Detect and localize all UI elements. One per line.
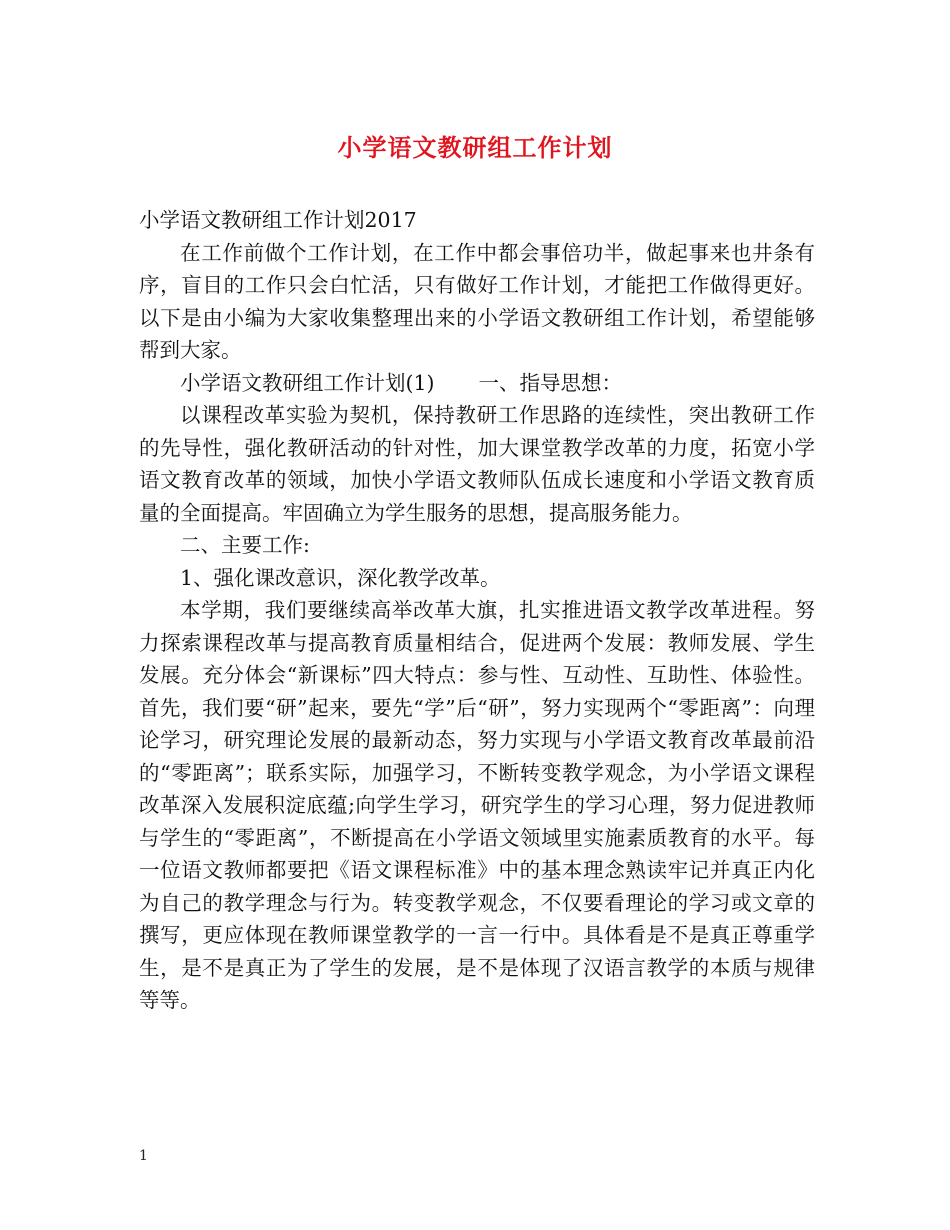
section1-heading: 一、指导思想： — [478, 370, 623, 395]
document-subtitle: 小学语文教研组工作计划2017 — [139, 208, 417, 232]
document-body — [139, 204, 815, 1017]
item1-heading: 1、强化课改意识，深化教学改革。 — [180, 565, 501, 590]
section2-heading: 二、主要工作: — [180, 533, 310, 557]
section1-paragraph: 以课程改革实验为契机，保持教研工作思路的连续性，突出教研工作的先导性，强化教研活动的针对性，加大课堂教学改革的力度，拓宽小学语文教育改革的领域，加快小学语文教师队伍成长速度和小学语文教育质量的全面提高。牢固确立为学生服务的思想，提高服务能力。 — [139, 403, 815, 525]
item1-paragraph: 本学期，我们要继续高举改革大旗，扎实推进语文教学改革进程。努力探索课程改革与提高教育质量相结合，促进两个发展：教师发展、学生发展。充分体会“新课标”四大特点：参与性、互动性、互助性、体验性。首先，我们要“研”起来，要先“学”后“研”，努力实现两个“零距离”：向理论学习，研究理论发展的最新动态，努力实现与小学语文教育改革最前沿的“零距离”；联系实际，加强学习，不断转变教学观念，为小学语文课程改革深入发展积淀底蕴;向学生学习，研究学生的学习心理，努力促进教师与学生的“零距离”，不断提高在小学语文领域里实施素质教育的水平。每一位语文教师都要把《语文课程标准》中的基本理念熟读牢记并真正内化为自己的教学理念与行为。转变教学观念，不仅要看理论的学习或文章的撰写，更应体现在教师课堂教学的一言一行中。具体看是不是真正尊重学生，是不是真正为了学生的发展，是不是体现了汉语言教学的本质与规律等等。 — [139, 598, 815, 1012]
plan-label: 小学语文教研组工作计划(1) — [180, 370, 435, 395]
plan-heading-line — [139, 367, 815, 400]
page-number: 1 — [139, 1148, 148, 1164]
document-title: 小学语文教研组工作计划 — [337, 133, 613, 162]
intro-paragraph: 在工作前做个工作计划，在工作中都会事倍功半，做起事来也井条有序，盲目的工作只会白忙活，只有做好工作计划，才能把工作做得更好。以下是由小编为大家收集整理出来的小学语文教研组工作计划，希望能够帮到大家。 — [139, 240, 815, 362]
